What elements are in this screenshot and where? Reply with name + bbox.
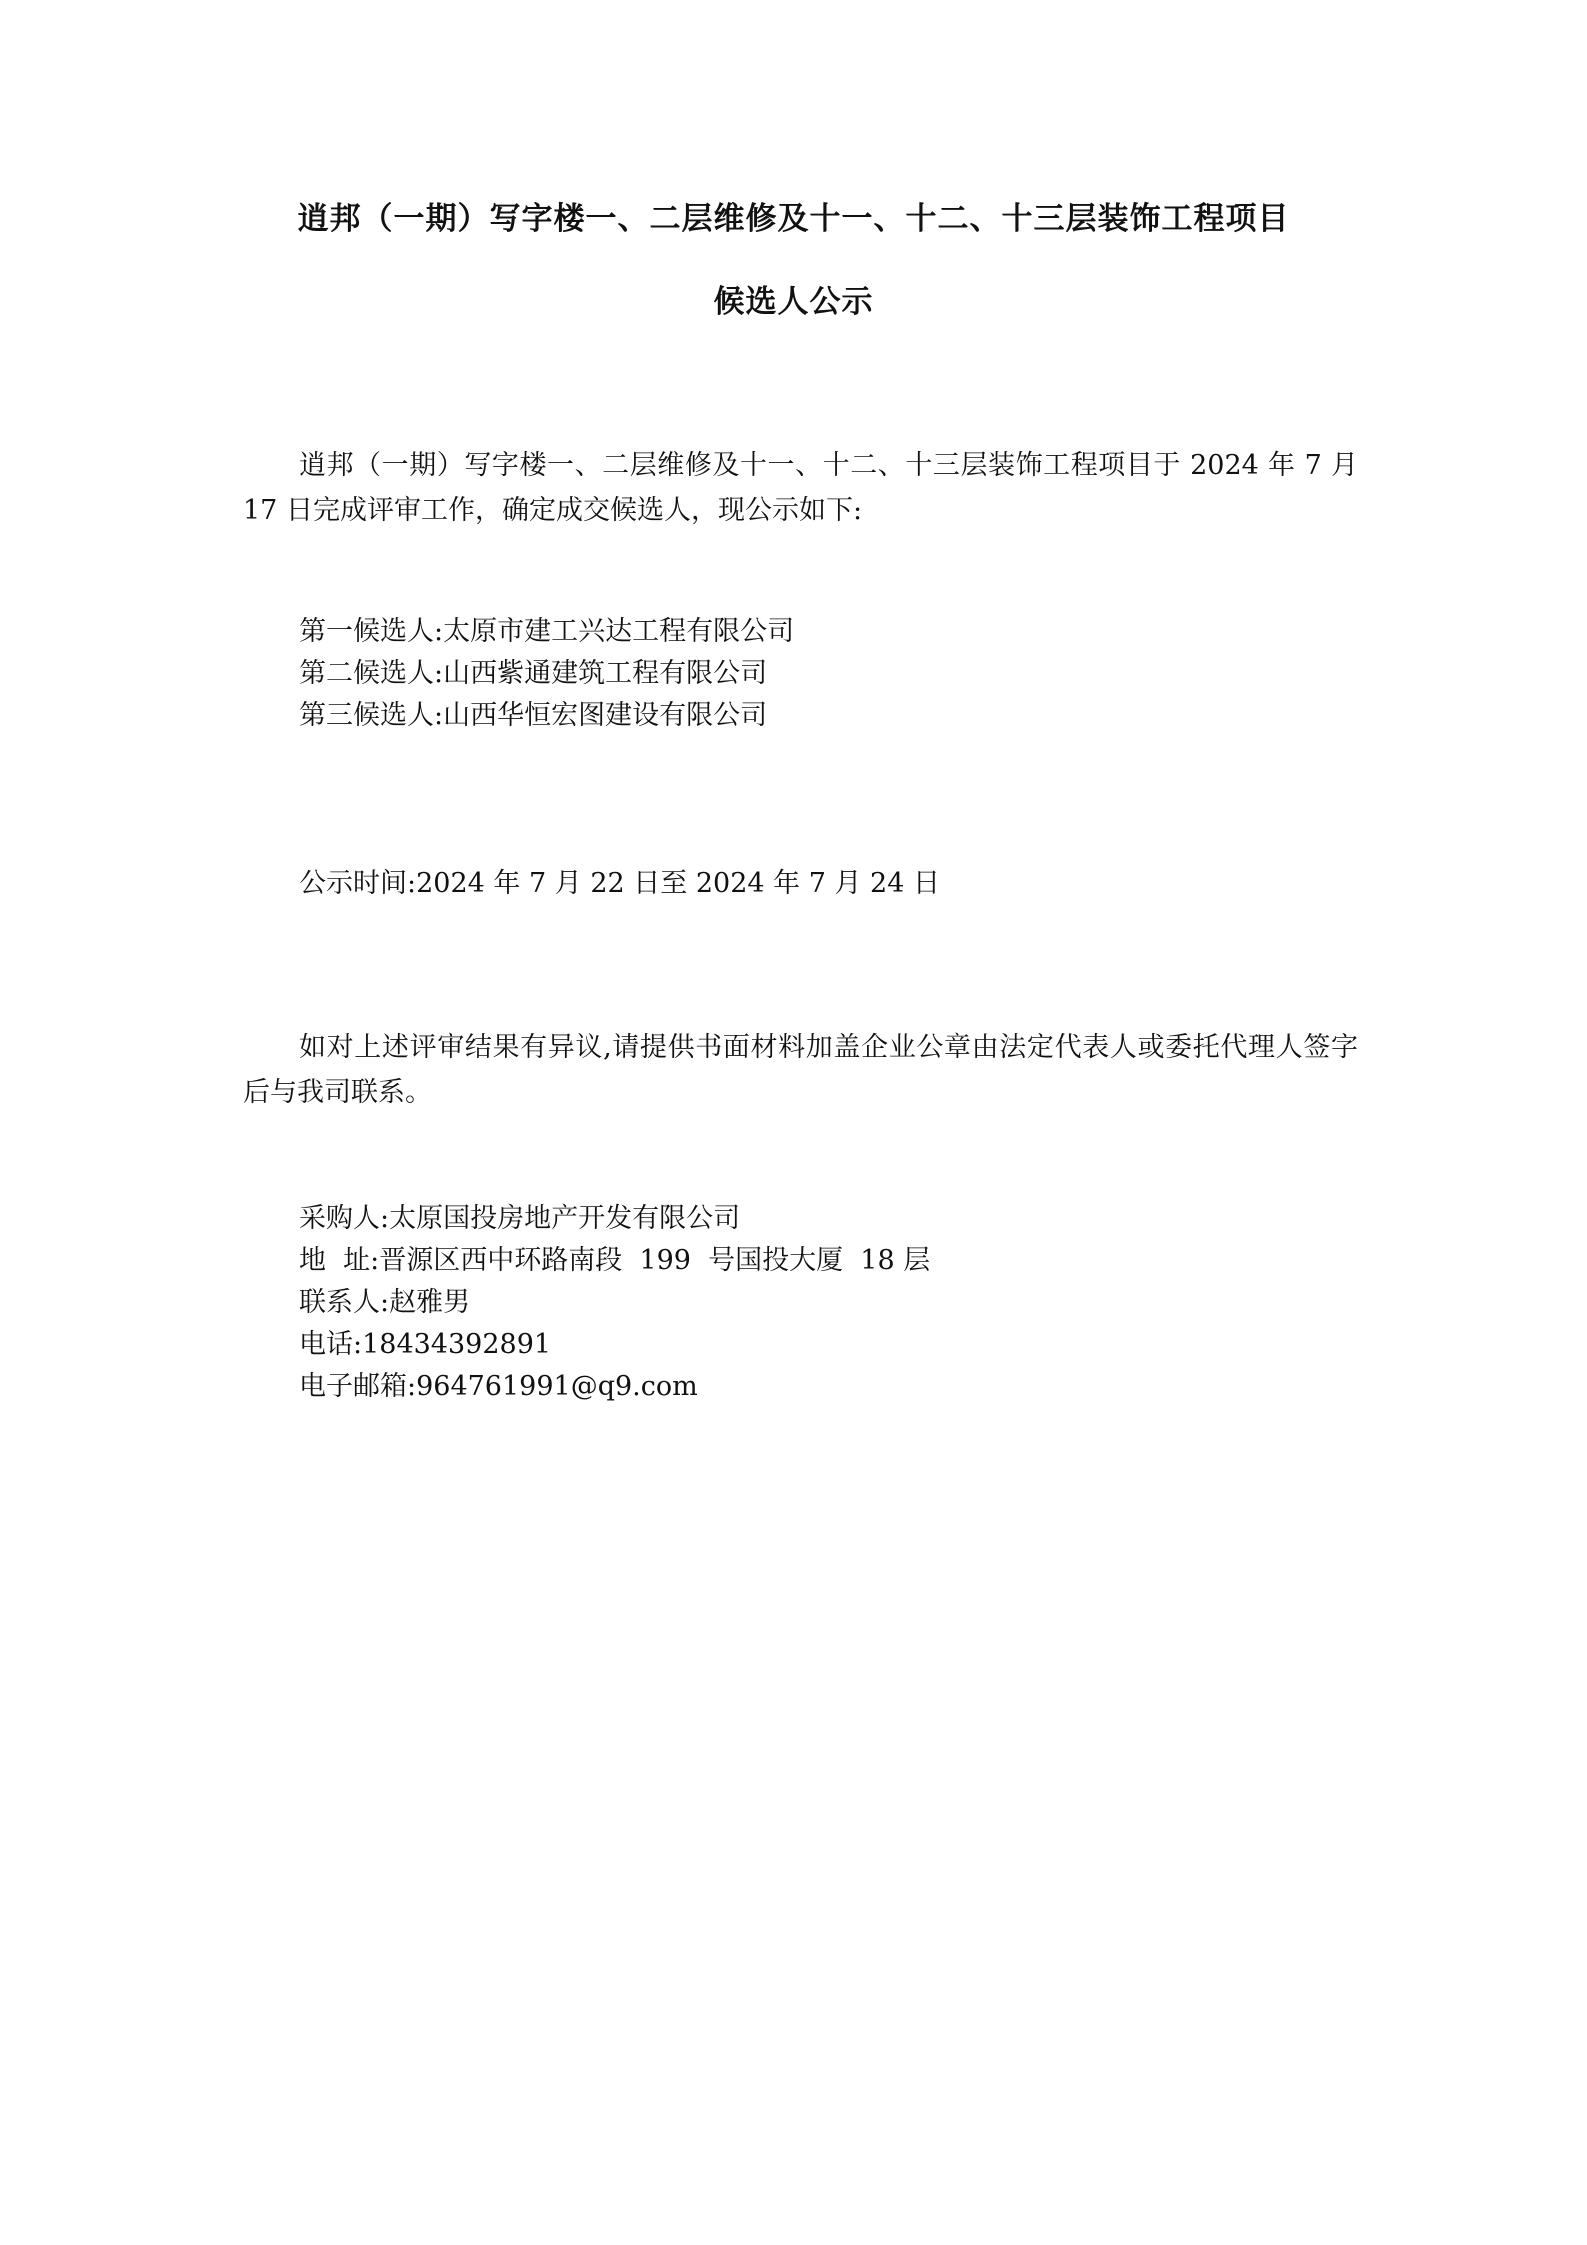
intro-paragraph: 逍邦（一期）写字楼一、二层维修及十一、十二、十三层装饰工程项目于 2024 年 7 月 17 日完成评审工作，确定成交候选人，现公示如下: xyxy=(243,450,1358,526)
third-candidate: 第三候选人:山西华恒宏图建设有限公司 xyxy=(299,700,768,731)
address-line: 地 址:晋源区西中环路南段 199 号国投大厦 18 层 xyxy=(299,1245,931,1276)
publicity-period: 公示时间:2024 年 7 月 22 日至 2024 年 7 月 24 日 xyxy=(299,868,940,899)
second-candidate: 第二候选人:山西紫通建筑工程有限公司 xyxy=(299,658,768,689)
phone-line: 电话:18434392891 xyxy=(299,1329,552,1360)
buyer-line: 采购人:太原国投房地产开发有限公司 xyxy=(299,1203,741,1234)
email-line: 电子邮箱:964761991@q9.com xyxy=(299,1371,698,1402)
contact-line: 联系人:赵雅男 xyxy=(299,1287,471,1318)
objection-paragraph: 如对上述评审结果有异议,请提供书面材料加盖企业公章由法定代表人或委托代理人签字后与我司联系。 xyxy=(243,1032,1358,1108)
document-subtitle: 候选人公示 xyxy=(713,284,874,320)
document-title: 逍邦（一期）写字楼一、二层维修及十一、十二、十三层装饰工程项目 xyxy=(297,201,1290,237)
first-candidate: 第一候选人:太原市建工兴达工程有限公司 xyxy=(299,616,795,647)
